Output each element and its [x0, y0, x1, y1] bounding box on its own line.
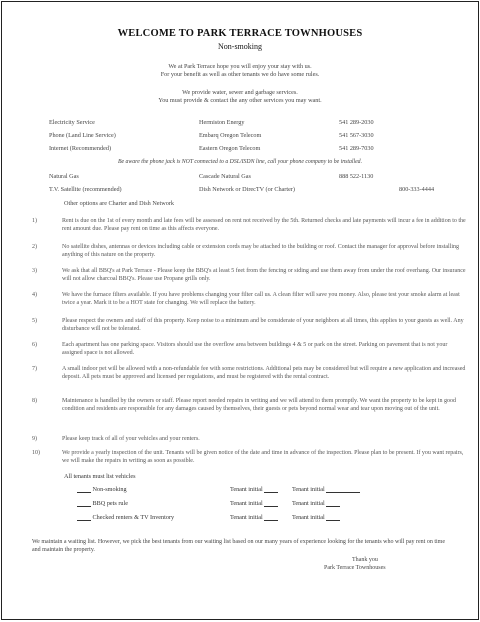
utility-company: Embarq Oregon Telecom — [199, 132, 262, 139]
initial-blank[interactable] — [264, 514, 278, 521]
rule-number: 4) — [32, 292, 37, 298]
checklist-check: Tenant initial — [230, 500, 278, 507]
utility-service: Phone (Land Line Service) — [49, 132, 116, 139]
utility-row-tv — [49, 186, 469, 195]
rule-text: No satellite dishes, antennas or devices including cable or extension cords may be attached to the building or roof. Contact the manager for approval before installing anything of this nature on the property. — [62, 244, 460, 258]
rule-text: A small indoor pet will be allowed with a non-refundable fee with some restrictions. Additional pets may be considered but will require a new application and increased deposit. All pets must be approved and licensed per regulations, and must be registered with the rental contract. — [62, 366, 466, 380]
checklist-check: Tenant initial — [230, 514, 278, 521]
rule-number: 7) — [32, 366, 37, 372]
checklist-label: Checked renters & TV Inventory — [77, 514, 174, 521]
intro-line-2: For your benefit as well as other tenants we do have some rules. — [160, 71, 320, 78]
utility-service: T.V. Satellite (recommended) — [49, 186, 122, 193]
checklist-label: BBQ pets rule — [77, 500, 128, 507]
rule-number: 2) — [32, 244, 37, 250]
utility-row — [49, 119, 469, 128]
rule-number: 1) — [32, 218, 37, 224]
utility-phone: 541 289-7030 — [339, 145, 374, 152]
utility-service: Natural Gas — [49, 173, 79, 180]
checklist-tenant: Tenant initial — [292, 486, 360, 493]
page-title: WELCOME TO PARK TERRACE TOWNHOUSES — [117, 28, 363, 39]
utility-company: Hermiston Energy — [199, 119, 245, 126]
rule-number: 5) — [32, 318, 37, 324]
rule-text: We have the furnace filters available. If you have problems changing your filter call us. A clean filter will save you money. Also, please test your smoke alarm at least twice a year. Mark it to be a HOT state for changing. We will replace the battery. — [62, 292, 460, 306]
rule-text: We provide a yearly inspection of the unit. Tenants will be given notice of the date and time in advance of the inspection. Please plan to be present. If you want repairs, we will make the repairs in writing as soon as possible. — [62, 450, 464, 464]
initial-blank[interactable] — [264, 500, 278, 507]
checklist-check: Tenant initial — [230, 486, 278, 493]
utility-company: Eastern Oregon Telecom — [199, 145, 261, 152]
utility-row — [49, 145, 469, 154]
rule-text: Please respect the owners and staff of this property. Keep noise to a minimum and be considerate of your neighbors at all times, this applies to your guests as well. Any disturbance will not be tolerated. — [62, 318, 464, 332]
utility-phone: 800-333-4444 — [399, 186, 435, 193]
utility-service: Electricity Service — [49, 119, 95, 126]
other-options-text: Other options are Charter and Dish Network — [64, 200, 174, 207]
initial-blank[interactable] — [264, 486, 278, 493]
footer-paragraph: We maintain a waiting list. However, we pick the best tenants from our waiting list based on our many years of experience looking for the tenants who will pay rent on time and maintain the property. — [32, 539, 446, 553]
utility-row — [49, 132, 469, 141]
rule-number: 9) — [32, 436, 37, 442]
rule-text: We ask that all BBQ's at Park Terrace - Please keep the BBQ's at least 5 feet from the fencing or siding and use them away from under the roof overhang. Our insurance will not allow charcoal BBQ's. Please use Propane grills only. — [62, 268, 466, 282]
initial-blank[interactable] — [326, 500, 340, 507]
utility-company: Dish Network or DirecTV (or Charter) — [199, 186, 295, 193]
utility-phone: 888 522-1130 — [339, 173, 374, 180]
rule-text: Each apartment has one parking space. Visitors should use the overflow area between buildings 4 & 5 or park on the street. Parking on pavement that is not your assigned space is not allowed. — [62, 342, 448, 356]
utility-service: Internet (Recommended) — [49, 145, 112, 152]
document-page — [1, 1, 479, 620]
checklist-tenant: Tenant initial — [292, 514, 340, 521]
initial-blank[interactable] — [326, 514, 340, 521]
rule-number: 3) — [32, 268, 37, 274]
checklist-label: Non-smoking — [77, 486, 127, 493]
rule-number: 6) — [32, 342, 37, 348]
utility-phone: 541 289-2030 — [339, 119, 374, 126]
rule-number: 8) — [32, 398, 37, 404]
initial-blank[interactable] — [77, 486, 91, 493]
services-line-2: You must provide & contact the any other services you may want. — [158, 97, 322, 104]
initial-blank[interactable] — [326, 486, 360, 493]
initial-blank[interactable] — [77, 500, 91, 507]
rule-text: Rent is due on the 1st of every month and late fees will be assessed on rent not received by the 5th. Returned checks and late payments will incur a fee in addition to the rent amount due. Please pay rent on time as this affects everyone. — [62, 218, 466, 232]
signature-line-2: Park Terrace Townhouses — [324, 565, 386, 571]
services-line-1: We provide water, sewer and garbage services. — [182, 89, 298, 96]
rule-number: 10) — [32, 450, 40, 456]
utility-row-gas — [49, 173, 469, 182]
page-subtitle: Non-smoking — [218, 42, 262, 51]
rule-text: Maintenance is handled by the owners or staff. Please report needed repairs in writing and we will attend to them promptly. We want the property to be kept in good condition and residents are responsible for any damages caused by themselves, their guests or pets beyond normal wear and tear upon moving out of the unit. — [62, 398, 456, 412]
checklist-tenant: Tenant initial — [292, 500, 340, 507]
other-options — [64, 200, 480, 209]
rule-text: Please keep track of all of your vehicles and your renters. — [62, 436, 200, 442]
initial-blank[interactable] — [77, 514, 91, 521]
intro-line-1: We at Park Terrace hope you will enjoy your stay with us. — [168, 63, 312, 70]
checklist-intro: All tenants must list vehicles — [64, 473, 136, 480]
utility-company: Cascade Natural Gas — [199, 173, 251, 180]
utility-phone: 541 567-3030 — [339, 132, 374, 139]
utility-note: Be aware the phone jack is NOT connected to a DSL/ISDN line, call your phone company to be installed. — [117, 159, 363, 165]
signature-line-1: Thank you — [352, 557, 378, 563]
